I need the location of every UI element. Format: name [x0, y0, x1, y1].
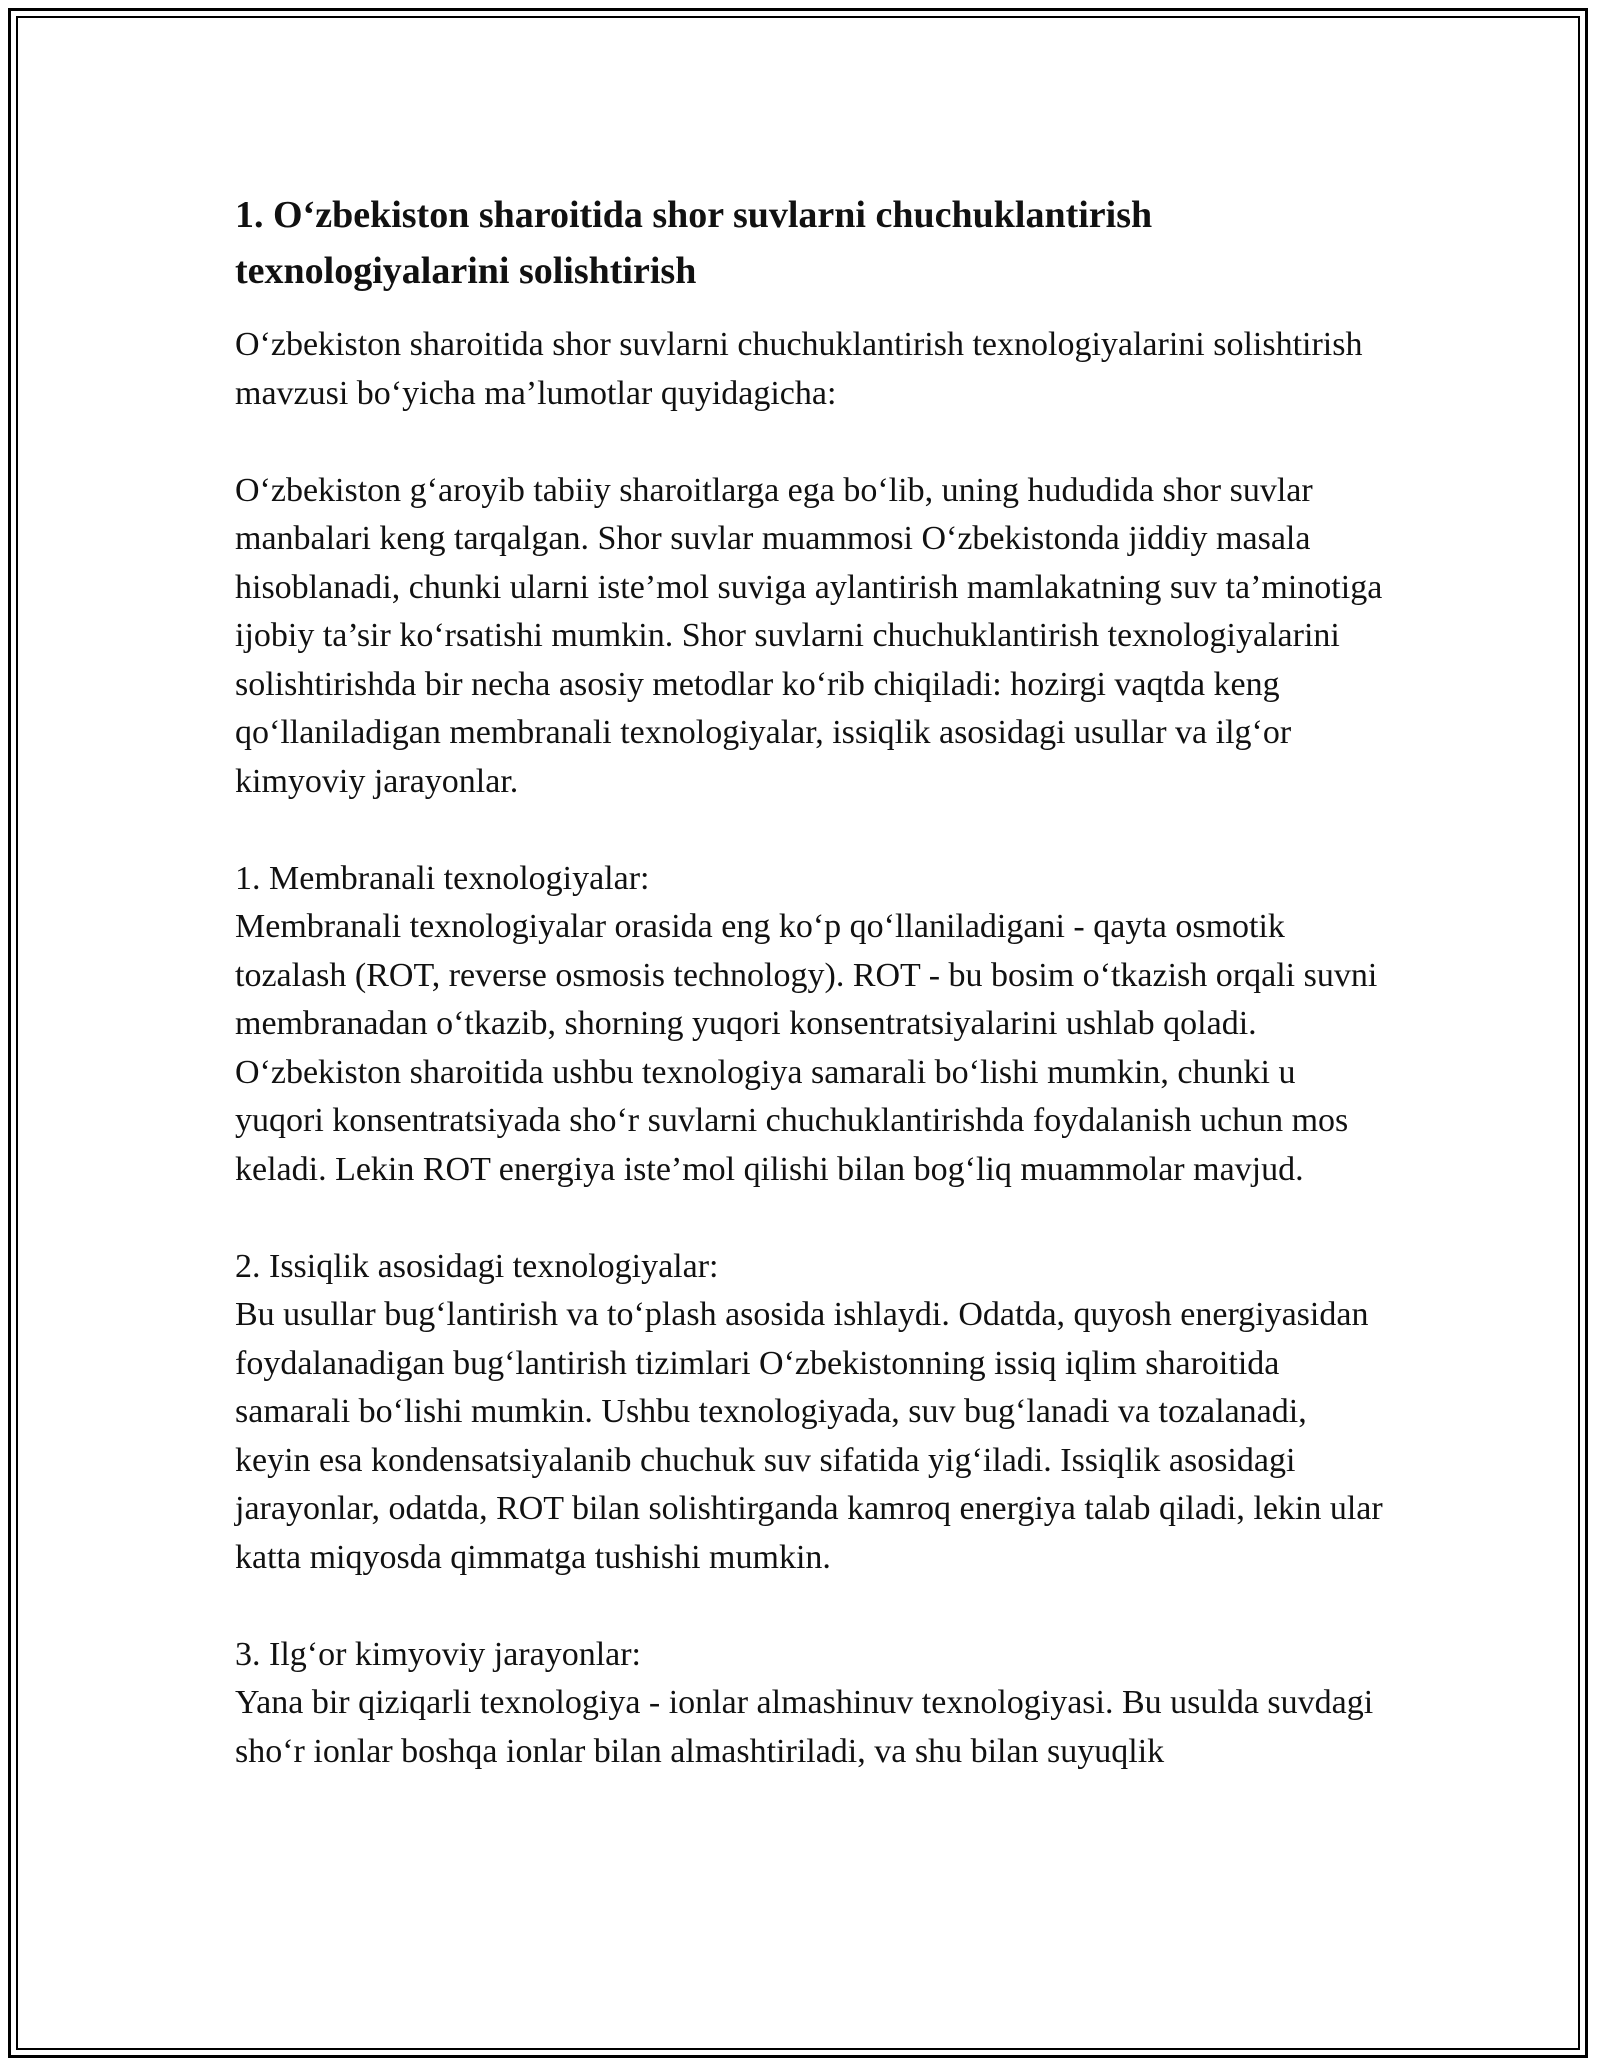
section-thermal: [235, 1243, 1385, 1583]
section-chemical: [235, 1631, 1385, 1777]
section-membrane: [235, 855, 1385, 1195]
section-title: 3. Ilg‘or kimyoviy jarayonlar:: [235, 1635, 642, 1673]
section-title: 1. Membranali texnologiyalar:: [235, 859, 650, 897]
document-heading: 1. O‘zbekiston sharoitida shor suvlarni chuchuklantirish texnologiyalarini solishtirish: [235, 194, 1153, 292]
section-body: Bu usullar bug‘lantirish va to‘plash asosida ishlaydi. Odatda, quyosh energiyasidan foydalanadigan bug‘lantirish tizimlari O‘zbekistonning issiq iqlim sharoitida samarali bo‘lishi mumkin. Ushbu texnologiyada, suv bug‘lanadi va tozalanadi, keyin esa kondensatsiyalanib chuchuk suv sifatida yig‘iladi. Issiqlik asosidagi jarayonlar, odatda, ROT bilan solishtirganda kamroq energiya talab qiladi, lekin ular katta miqyosda qimmatga tushishi mumkin.: [235, 1296, 1383, 1576]
section-body: Yana bir qiziqarli texnologiya - ionlar almashinuv texnologiyasi. Bu usulda suvdagi sho‘r ionlar boshqa ionlar bilan almashtiriladi, va shu bilan suyuqlik: [235, 1684, 1374, 1770]
section-title: 2. Issiqlik asosidagi texnologiyalar:: [235, 1247, 719, 1285]
document-body: [235, 187, 1385, 1825]
section-body: Membranali texnologiyalar orasida eng ko‘p qo‘llaniladigani - qayta osmotik tozalash (ROT, reverse osmosis technology). ROT - bu bosim o‘tkazish orqali suvni membranadan o‘tkazib, shorning yuqori konsentratsiyalarini ushlab qoladi. O‘zbekiston sharoitida ushbu texnologiya samarali bo‘lishi mumkin, chunki u yuqori konsentratsiyada sho‘r suvlarni chuchuklantirishda foydalanish uchun mos keladi. Lekin ROT energiya iste’mol qilishi bilan bog‘liq muammolar mavjud.: [235, 908, 1378, 1188]
intro-paragraph: O‘zbekiston sharoitida shor suvlarni chuchuklantirish texnologiyalarini solishtirish mavzusi bo‘yicha ma’lumotlar quyidagicha:: [235, 326, 1363, 412]
overview-paragraph: O‘zbekiston g‘aroyib tabiiy sharoitlarga ega bo‘lib, uning hududida shor suvlar manbalari keng tarqalgan. Shor suvlar muammosi O‘zbekistonda jiddiy masala hisoblanadi, chunki ularni iste’mol suviga aylantirish mamlakatning suv ta’minotiga ijobiy ta’sir ko‘rsatishi mumkin. Shor suvlarni chuchuklantirish texnologiyalarini solishtirishda bir necha asosiy metodlar ko‘rib chiqiladi: hozirgi vaqtda keng qo‘llaniladigan membranali texnologiyalar, issiqlik asosidagi usullar va ilg‘or kimyoviy jarayonlar.: [235, 471, 1383, 800]
